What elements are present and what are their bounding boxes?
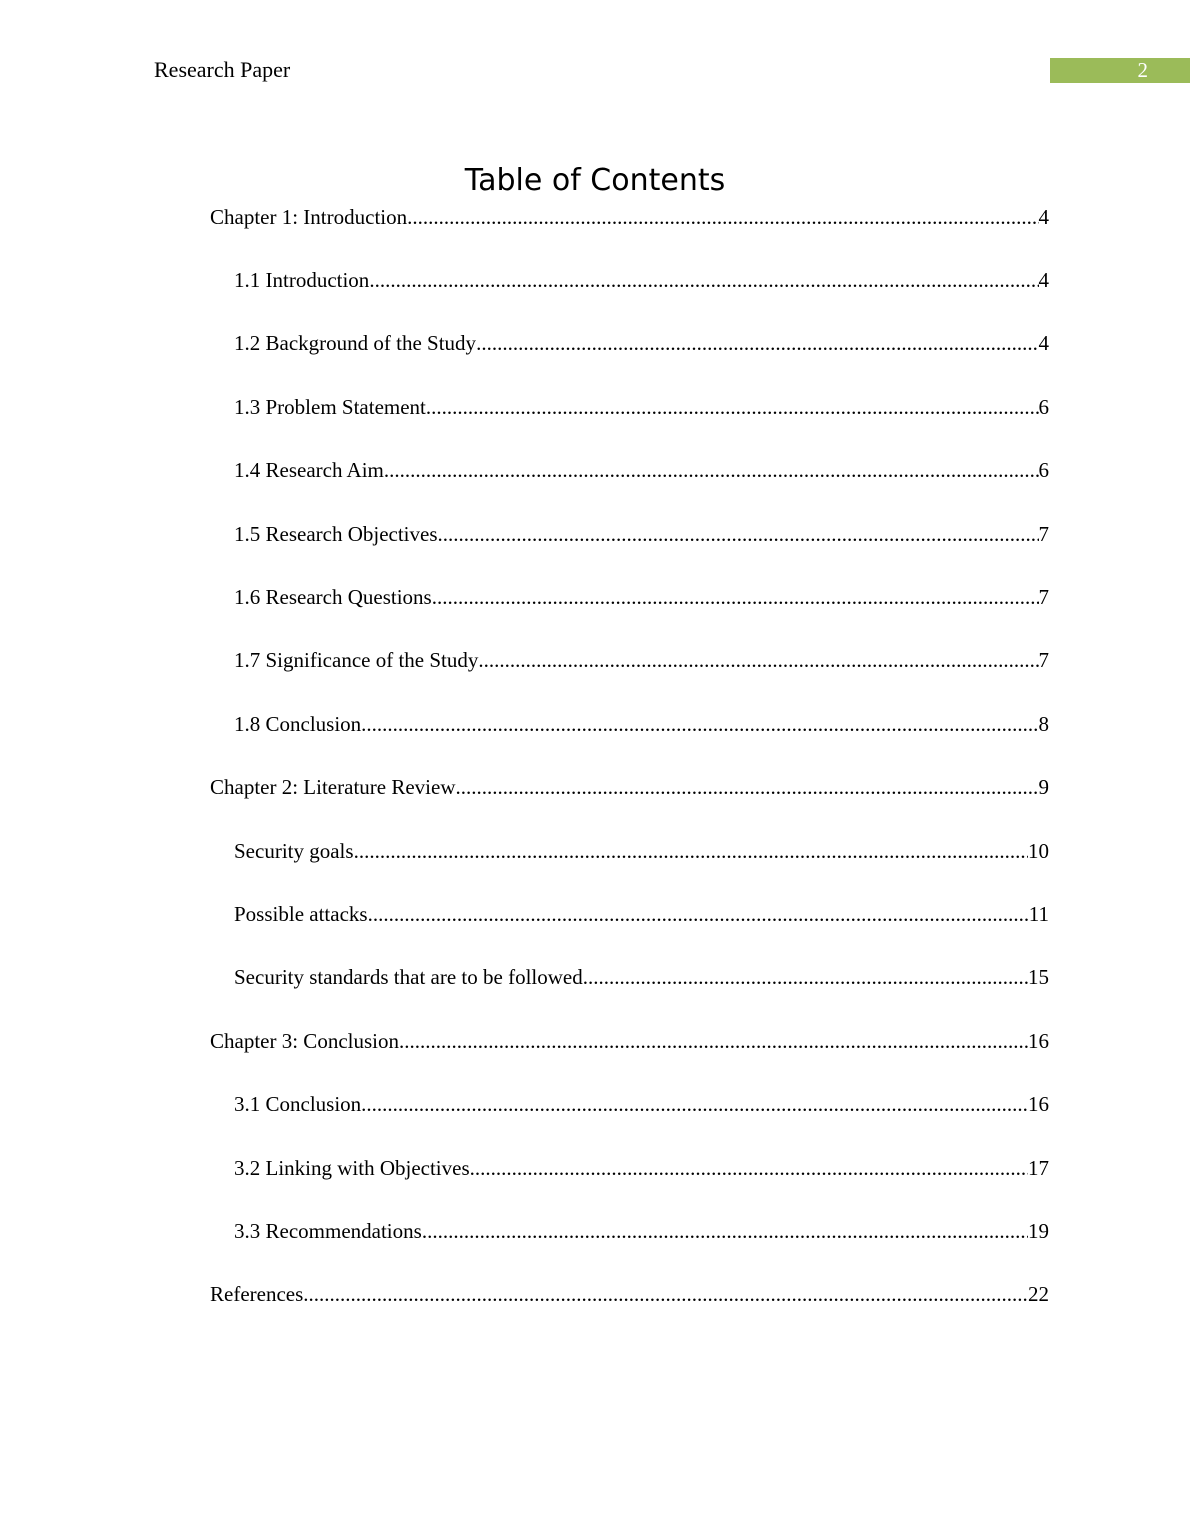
page-number: 2 [1137,58,1148,82]
toc-entry-label: 1.1 Introduction [234,268,370,292]
toc-entry[interactable] [210,203,1049,231]
toc-entry-label: Security standards that are to be followed [234,965,583,989]
toc-dot-leader [354,837,1028,865]
toc-entry-page: 8 [1038,712,1049,736]
toc-entry[interactable] [234,837,1049,865]
toc-entry-label: Chapter 1: Introduction [210,205,408,229]
toc-entry-label: 1.7 Significance of the Study [234,648,479,672]
toc-entry[interactable] [234,963,1049,991]
toc-dot-leader [407,203,1038,231]
toc-entry[interactable] [234,583,1049,611]
toc-dot-leader [583,963,1028,991]
toc-entry-label: 1.3 Problem Statement [234,395,426,419]
toc-entry-page: 6 [1038,458,1049,482]
toc-dot-leader [426,393,1039,421]
toc-entry-page: 17 [1028,1156,1049,1180]
toc-entry-page: 16 [1028,1092,1049,1116]
toc-entry-label: 3.1 Conclusion [234,1092,362,1116]
toc-entry-label: 1.2 Background of the Study [234,331,477,355]
toc-entry-page: 7 [1038,522,1049,546]
toc-dot-leader [361,1090,1028,1118]
toc-dot-leader [399,1027,1028,1055]
toc-entry-label: 3.2 Linking with Objectives [234,1156,470,1180]
toc-entry-page: 11 [1028,902,1049,926]
toc-entry[interactable] [234,900,1049,928]
toc-entry[interactable] [210,773,1049,801]
toc-entry[interactable] [234,329,1049,357]
toc-entry[interactable] [234,1154,1049,1182]
toc-entry[interactable] [234,710,1049,738]
toc-entry-label: Possible attacks [234,902,368,926]
toc-dot-leader [361,710,1038,738]
toc-dot-leader [432,583,1039,611]
toc-entry-page: 9 [1038,775,1049,799]
toc-entry-label: Chapter 3: Conclusion [210,1029,399,1053]
toc-entry-page: 19 [1028,1219,1049,1243]
toc-entry[interactable] [210,1027,1049,1055]
toc-dot-leader [368,900,1029,928]
toc-entry-page: 22 [1028,1282,1049,1306]
toc-entry-label: Security goals [234,839,354,863]
toc-entry-label: 1.8 Conclusion [234,712,362,736]
toc-dot-leader [303,1280,1028,1308]
toc-dot-leader [476,329,1038,357]
toc-entry-page: 4 [1038,205,1049,229]
toc-dot-leader [456,773,1039,801]
header-title: Research Paper [154,57,291,82]
toc-entry-page: 7 [1038,585,1049,609]
toc-entry[interactable] [234,456,1049,484]
toc-dot-leader [470,1154,1028,1182]
toc-entry-page: 4 [1038,331,1049,355]
toc-dot-leader [438,520,1039,548]
toc-entry-label: References [210,1282,304,1306]
toc-dot-leader [478,646,1038,674]
toc-entry-page: 10 [1028,839,1049,863]
toc-entry-label: 1.6 Research Questions [234,585,432,609]
toc-dot-leader [369,266,1038,294]
toc-entry[interactable] [234,1217,1049,1245]
toc-dot-leader [422,1217,1028,1245]
toc-entry[interactable] [234,266,1049,294]
toc-entry[interactable] [210,1280,1049,1308]
page-number-badge [1050,58,1190,83]
toc-entry-page: 16 [1028,1029,1049,1053]
toc-entry-label: 1.5 Research Objectives [234,522,438,546]
toc-entry-page: 15 [1028,965,1049,989]
toc-heading: Table of Contents [464,163,726,198]
toc-dot-leader [384,456,1039,484]
toc-entry[interactable] [234,646,1049,674]
toc-entry[interactable] [234,393,1049,421]
toc-entry-label: 1.4 Research Aim [234,458,384,482]
toc-entry-page: 6 [1038,395,1049,419]
toc-entry-page: 4 [1038,268,1049,292]
toc-entry[interactable] [234,520,1049,548]
toc-entry[interactable] [234,1090,1049,1118]
toc-entry-label: Chapter 2: Literature Review [210,775,456,799]
toc-entry-page: 7 [1038,648,1049,672]
toc-entry-label: 3.3 Recommendations [234,1219,422,1243]
